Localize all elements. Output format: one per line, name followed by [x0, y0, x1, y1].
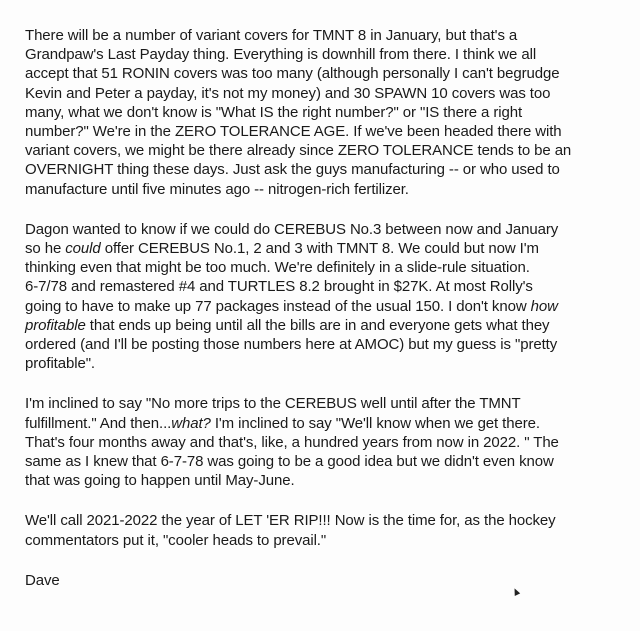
text-line: OVERNIGHT thing these days. Just ask the guys manufacturing -- or who used to	[25, 161, 560, 179]
emphasis: could	[65, 240, 101, 258]
text-line: I'm inclined to say "No more trips to the CEREBUS well until after the TMNT	[25, 395, 521, 413]
signature: Dave	[25, 571, 60, 589]
text-line: Kevin and Peter a payday, it's not my money) and 30 SPAWN 10 covers was too	[25, 84, 551, 102]
text-line: manufacture until five minutes ago -- nitrogen-rich fertilizer.	[25, 180, 409, 198]
text-line: profitable that ends up being until all the bills are in and everyone gets what they	[25, 316, 550, 334]
letter-body	[25, 26, 625, 611]
text-line: going to have to make up 77 packages instead of the usual 150. I don't know how	[25, 297, 558, 315]
text-line: Grandpaw's Last Payday thing. Everything is downhill from there. I think we all	[25, 46, 537, 64]
emphasis: profitable	[25, 316, 86, 334]
text-line: that was going to happen until May-June.	[25, 472, 295, 490]
text-line: That's four months away and that's, like, a hundred years from now in 2022. " The	[25, 433, 559, 451]
text-line: so he could offer CEREBUS No.1, 2 and 3 with TMNT 8. We could but now I'm	[25, 240, 539, 258]
paragraph-variant-covers	[25, 26, 625, 199]
text-line: Dagon wanted to know if we could do CEREBUS No.3 between now and January	[25, 220, 559, 238]
emphasis: how	[530, 297, 558, 315]
text-line: There will be a number of variant covers for TMNT 8 in January, but that's a	[25, 27, 518, 44]
text-line: thinking even that might be too much. We're definitely in a slide-rule situation.	[25, 259, 530, 277]
text-line: fulfillment." And then...what? I'm inclined to say "We'll know when we get there.	[25, 414, 540, 432]
text-line: many, what we don't know is "What IS the right number?" or "IS there a right	[25, 103, 523, 121]
paragraph-cerebus-well	[25, 394, 625, 490]
text-line: variant covers, we might be there already since ZERO TOLERANCE tends to be an	[25, 142, 572, 160]
text-line: commentators put it, "cooler heads to prevail."	[25, 531, 327, 549]
emphasis: what?	[171, 414, 211, 432]
text-line: 6-7/78 and remastered #4 and TURTLES 8.2 brought in $27K. At most Rolly's	[25, 278, 533, 296]
text-line: We'll call 2021-2022 the year of LET 'ER RIP!!! Now is the time for, as the hockey	[25, 512, 556, 530]
text-line: same as I knew that 6-7-78 was going to be a good idea but we didn't even know	[25, 453, 554, 471]
text-line: ordered (and I'll be posting those numbers here at AMOC) but my guess is "pretty	[25, 336, 558, 354]
paragraph-let-er-rip	[25, 511, 625, 549]
paragraph-cerebus-no3	[25, 220, 625, 374]
text-line: accept that 51 RONIN covers was too many (although personally I can't begrudge	[25, 65, 560, 83]
text-line: profitable".	[25, 355, 95, 373]
text-line: number?" We're in the ZERO TOLERANCE AGE. If we've been headed there with	[25, 123, 562, 141]
